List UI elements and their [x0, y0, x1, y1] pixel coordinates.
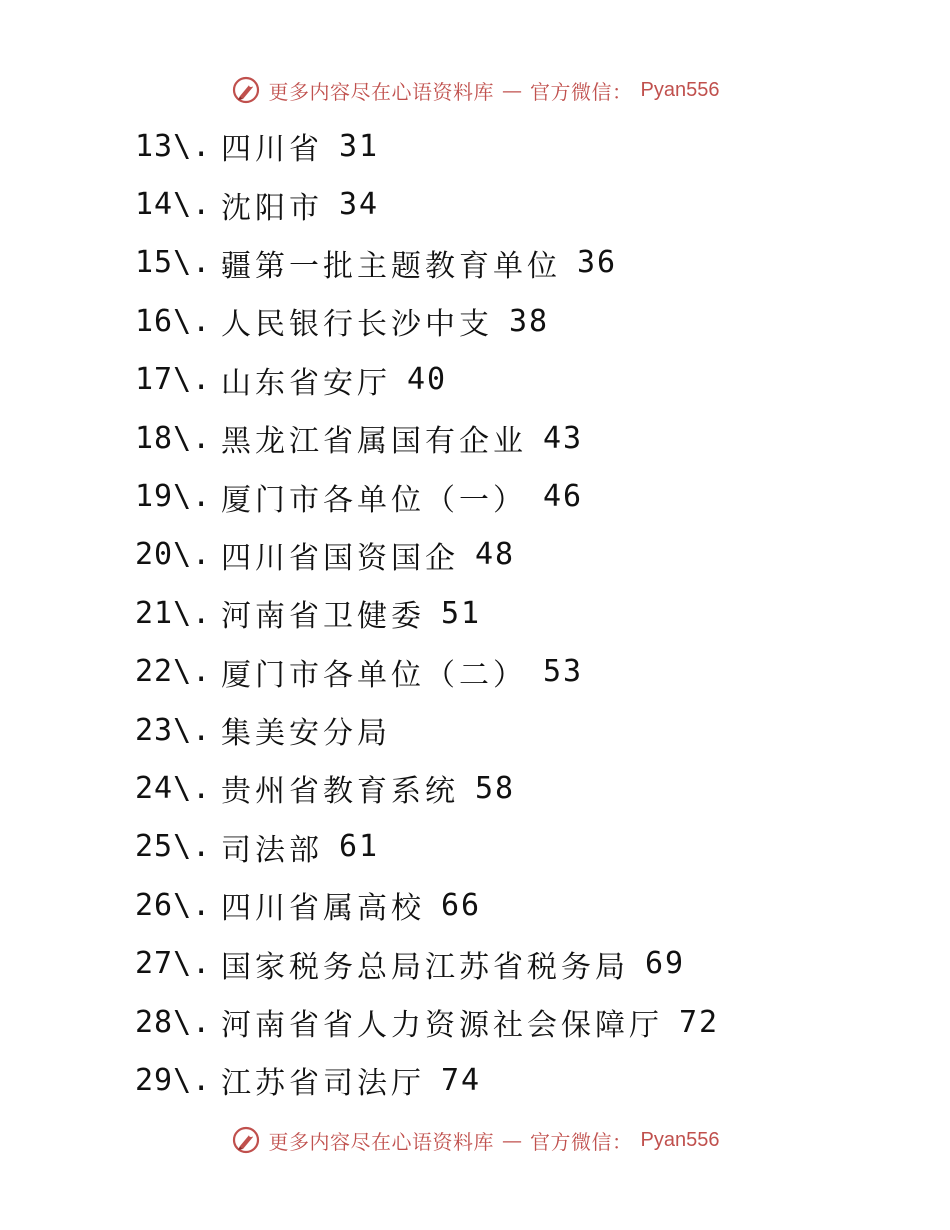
toc-item-title: 厦门市各单位（二） [221, 657, 527, 693]
toc-item[interactable] [135, 175, 915, 233]
toc-item-number: 26\. [135, 887, 212, 923]
toc-item-number: 23\. [135, 712, 212, 748]
toc-item[interactable] [135, 759, 915, 817]
toc-item-page: 74 [441, 1062, 482, 1098]
toc-item[interactable] [135, 351, 915, 409]
watermark-account: Pyan556 [640, 1128, 720, 1151]
toc-item[interactable] [135, 467, 915, 525]
toc-item[interactable] [135, 409, 915, 467]
toc-item-title: 山东省安厅 [221, 365, 391, 401]
toc-item-page: 69 [645, 946, 686, 982]
toc-item-number: 17\. [135, 362, 212, 398]
toc-item-page: 58 [475, 770, 516, 806]
watermark-account: Pyan556 [640, 78, 720, 101]
pen-nib-logo-icon [231, 1125, 261, 1155]
toc-item[interactable] [135, 701, 915, 759]
watermark-separator: — [502, 78, 523, 102]
toc-item-title: 集美安分局 [221, 716, 391, 752]
toc-item-title: 河南省卫健委 [221, 599, 425, 635]
pen-nib-logo-icon [231, 75, 261, 105]
toc-item[interactable] [135, 643, 915, 701]
table-of-contents [135, 117, 915, 1110]
toc-item-page: 51 [441, 595, 482, 631]
toc-item[interactable] [135, 993, 915, 1051]
toc-item-title: 厦门市各单位（一） [221, 482, 527, 518]
toc-item[interactable] [135, 876, 915, 934]
toc-item-title: 沈阳市 [221, 190, 323, 226]
toc-item-number: 21\. [135, 595, 212, 631]
watermark-official-label: 官方微信： [530, 79, 633, 104]
toc-item-number: 25\. [135, 829, 212, 865]
toc-item[interactable] [135, 934, 915, 992]
toc-item-number: 28\. [135, 1004, 212, 1040]
toc-item-number: 13\. [135, 128, 212, 164]
toc-item-number: 14\. [135, 187, 212, 223]
toc-item[interactable] [135, 1051, 915, 1109]
toc-item-number: 16\. [135, 303, 212, 339]
watermark-text: 更多内容尽在心语资料库 [268, 79, 495, 104]
watermark-official-label: 官方微信： [530, 1129, 633, 1154]
toc-item[interactable] [135, 117, 915, 175]
toc-item[interactable] [135, 818, 915, 876]
toc-item[interactable] [135, 526, 915, 584]
toc-item-title: 人民银行长沙中支 [221, 307, 493, 343]
toc-item-title: 国家税务总局江苏省税务局 [221, 949, 629, 985]
toc-item-title: 四川省 [221, 132, 323, 168]
toc-item-title: 四川省属高校 [221, 891, 425, 927]
toc-item-title: 四川省国资国企 [221, 540, 459, 576]
footer-watermark [0, 1120, 950, 1160]
header-watermark [0, 70, 950, 110]
toc-item-page: 46 [543, 479, 584, 515]
toc-item-number: 20\. [135, 537, 212, 573]
toc-item-page: 34 [339, 187, 380, 223]
watermark-text: 更多内容尽在心语资料库 [268, 1129, 495, 1154]
toc-item-page: 66 [441, 887, 482, 923]
toc-item-number: 15\. [135, 245, 212, 281]
toc-item-title: 江苏省司法厅 [221, 1066, 425, 1102]
toc-item-number: 22\. [135, 654, 212, 690]
toc-item-page: 40 [407, 362, 448, 398]
toc-item-number: 19\. [135, 479, 212, 515]
toc-item-title: 贵州省教育系统 [221, 774, 459, 810]
toc-item-number: 29\. [135, 1062, 212, 1098]
toc-item-title: 河南省省人力资源社会保障厅 [221, 1008, 663, 1044]
toc-item-title: 黑龙江省属国有企业 [221, 424, 527, 460]
toc-item-number: 24\. [135, 770, 212, 806]
toc-item[interactable] [135, 584, 915, 642]
toc-item-title: 疆第一批主题教育单位 [221, 248, 561, 284]
toc-item-page: 61 [339, 829, 380, 865]
toc-item-page: 53 [543, 654, 584, 690]
toc-item-number: 27\. [135, 946, 212, 982]
toc-item-number: 18\. [135, 420, 212, 456]
toc-item-page: 31 [339, 128, 380, 164]
toc-item-title: 司法部 [221, 832, 323, 868]
toc-item[interactable] [135, 292, 915, 350]
toc-item[interactable] [135, 234, 915, 292]
toc-item-page: 43 [543, 420, 584, 456]
toc-item-page: 48 [475, 537, 516, 573]
toc-item-page: 38 [509, 303, 550, 339]
toc-item-page: 36 [577, 245, 618, 281]
toc-item-page: 72 [679, 1004, 720, 1040]
watermark-separator: — [502, 1128, 523, 1152]
